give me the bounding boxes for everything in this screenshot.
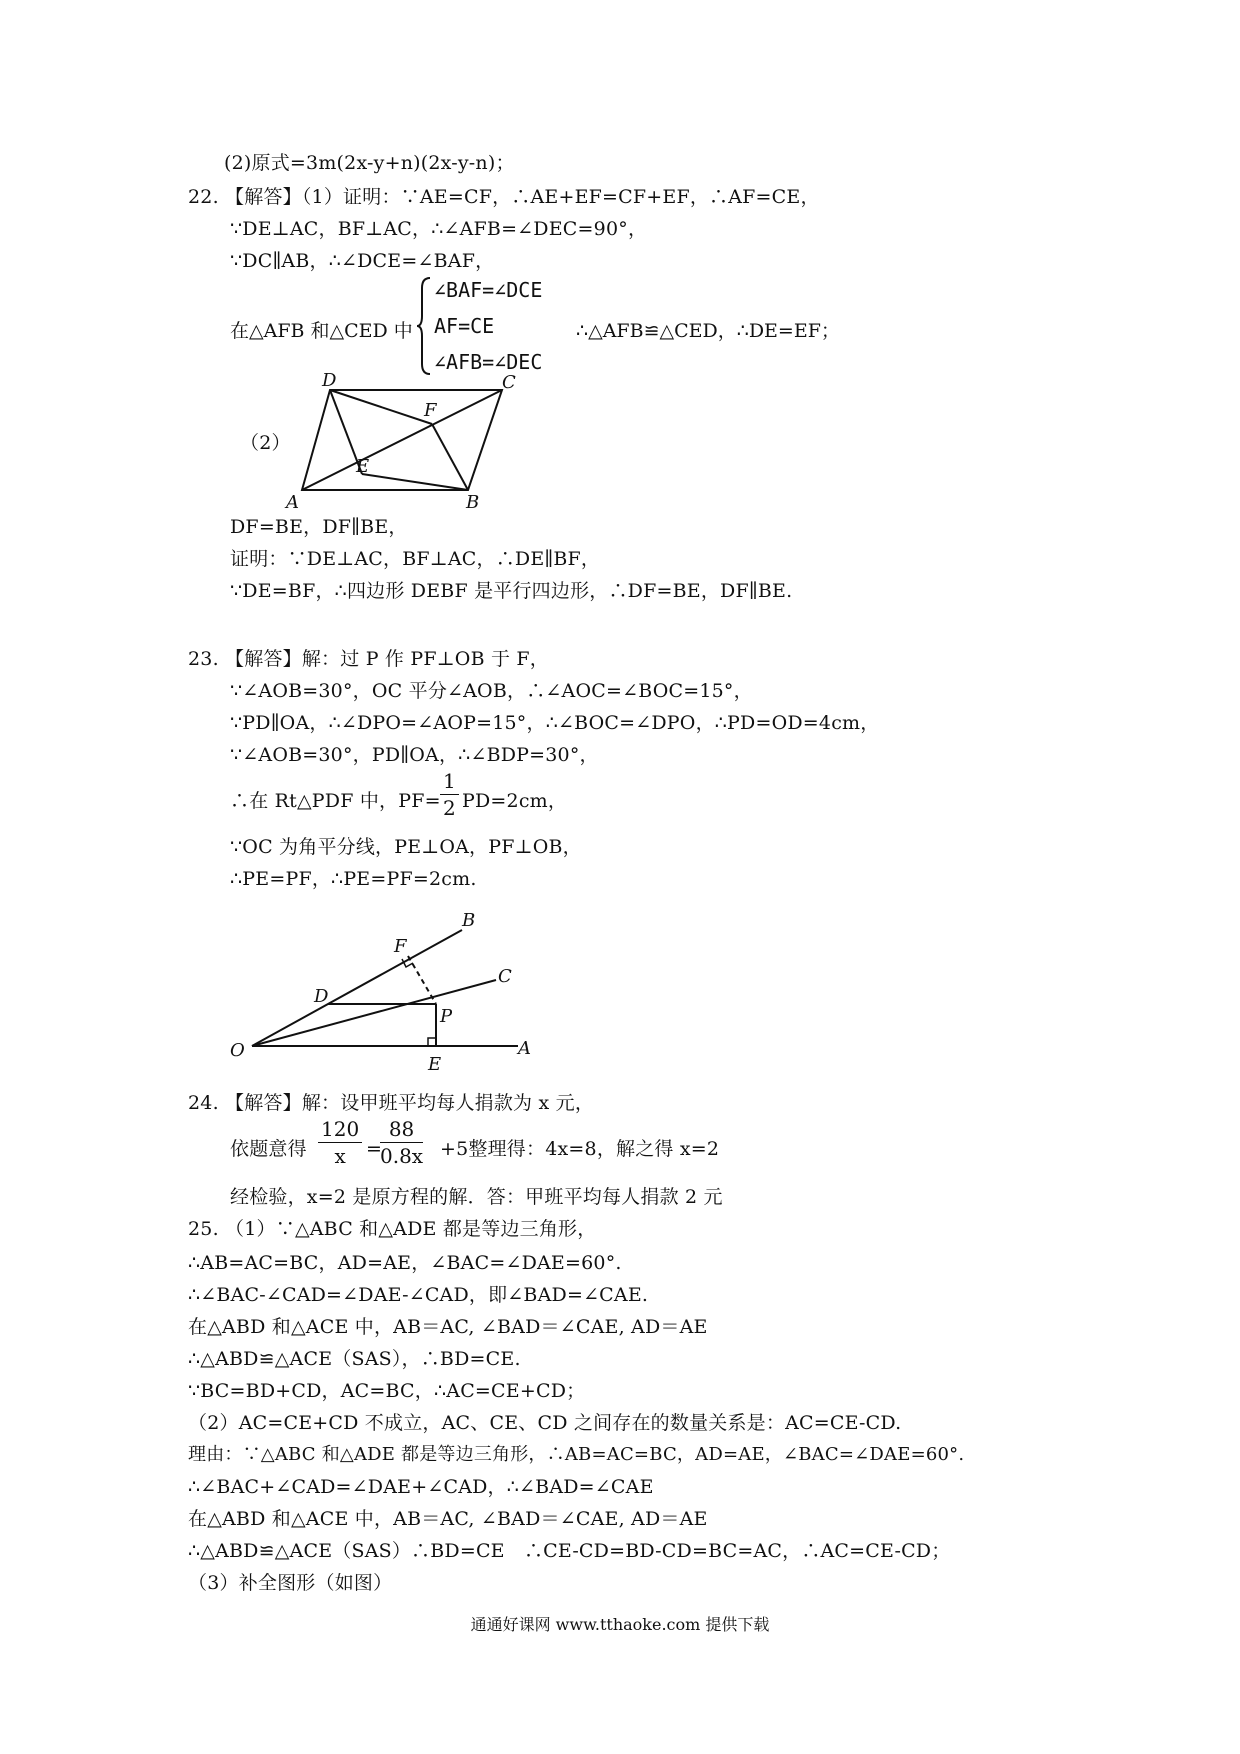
fraction-denominator: x (334, 1144, 346, 1168)
text-line: ∵∠AOB=30°，OC 平分∠AOB，∴∠AOC=∠BOC=15°， (230, 680, 753, 702)
fraction-numerator: 1 (440, 768, 459, 795)
fraction-denominator: 2 (443, 796, 456, 820)
text-line: ∵OC 为角平分线，PE⊥OA，PF⊥OB， (230, 836, 582, 858)
system-label: 在△AFB 和△CED 中 (230, 320, 413, 342)
text-line: 在△ABD 和△ACE 中，AB＝AC, ∠BAD＝∠CAE, AD＝AE (188, 1316, 708, 1338)
system-case-2: AF=CE (434, 314, 495, 338)
point-label-p: P (440, 1006, 453, 1027)
point-label-a: A (518, 1038, 531, 1059)
q24-heading: 24. 【解答】解：设甲班平均每人捐款为 x 元， (188, 1092, 595, 1114)
text-line: （2）AC=CE+CD 不成立，AC、CE、CD 之间存在的数量关系是：AC=CE-CD. (188, 1412, 902, 1434)
text-line: PD=2cm， (462, 790, 568, 812)
point-label-d: D (314, 986, 329, 1007)
point-label-c: C (502, 372, 516, 393)
text-line: 依题意得 (230, 1138, 307, 1160)
q22-heading: 22. 【解答】（1）证明：∵AE=CF，∴AE+EF=CF+EF，∴AF=CE， (188, 186, 820, 208)
fraction-one-half (440, 768, 459, 821)
text-line: ∴∠BAC-∠CAD=∠DAE-∠CAD，即∠BAD=∠CAE. (188, 1284, 649, 1306)
point-label-f: F (394, 936, 407, 957)
text-line: ∵PD∥OA，∴∠DPO=∠AOP=15°，∴∠BOC=∠DPO，∴PD=OD=4cm， (230, 712, 880, 734)
point-label-d: D (322, 372, 337, 391)
point-label-b: B (462, 910, 476, 931)
equals-sign: = (366, 1138, 383, 1160)
point-label-a: A (286, 492, 299, 512)
text-line: ∵DC∥AB，∴∠DCE=∠BAF， (230, 250, 495, 272)
fraction-denominator: 0.8x (380, 1144, 424, 1168)
text-line: ∵DE=BF，∴四边形 DEBF 是平行四边形，∴DF=BE，DF∥BE. (230, 580, 793, 602)
fraction-88-over-0.8x (380, 1116, 423, 1169)
fraction-numerator: 88 (380, 1116, 423, 1143)
fraction-120-over-x (318, 1116, 362, 1169)
text-line: ∴AB=AC=BC，AD=AE，∠BAC=∠DAE=60°. (188, 1252, 622, 1274)
text-line: ∴在 Rt△PDF 中，PF= (230, 790, 441, 812)
point-label-b: B (466, 492, 480, 512)
text-line: (2)原式=3m(2x-y+n)(2x-y-n)； (224, 152, 515, 174)
text-line: ∴△ABD≌△ACE（SAS），∴BD=CE. (188, 1348, 521, 1370)
left-brace-icon (416, 276, 432, 376)
text-line: 经检验，x=2 是原方程的解．答：甲班平均每人捐款 2 元 (230, 1186, 723, 1208)
text-line: ∴△ABD≌△ACE（SAS）∴BD=CE ∴CE-CD=BD-CD=BC=AC，∴AC=CE-CD； (188, 1540, 951, 1562)
text-line: ∴∠BAC+∠CAD=∠DAE+∠CAD，∴∠BAD=∠CAE (188, 1476, 654, 1498)
text-line: （3）补全图形（如图） (188, 1572, 393, 1594)
text-line: ∵∠AOB=30°，PD∥OA，∴∠BDP=30°， (230, 744, 599, 766)
text-line: ∴PE=PF，∴PE=PF=2cm. (230, 868, 477, 890)
page-footer: 通通好课网 www.tthaoke.com 提供下载 (470, 1615, 770, 1634)
angle-bisector-figure (222, 906, 542, 1076)
point-label-f: F (424, 400, 437, 421)
system-case-1: ∠BAF=∠DCE (434, 278, 543, 302)
fraction-numerator: 120 (318, 1116, 362, 1143)
text-line: 证明：∵DE⊥AC，BF⊥AC，∴DE∥BF， (230, 548, 601, 570)
q25-heading: 25. （1）∵△ABC 和△ADE 都是等边三角形， (188, 1218, 597, 1240)
system-conclusion: ∴△AFB≌△CED，∴DE=EF； (576, 320, 840, 342)
text-line: ∵BC=BD+CD，AC=BC，∴AC=CE+CD； (188, 1380, 586, 1402)
point-label-o: O (230, 1040, 245, 1061)
equation-system-22 (230, 274, 850, 384)
point-label-c: C (498, 966, 512, 987)
text-line: +5整理得：4x=8，解之得 x=2 (440, 1138, 720, 1160)
parallelogram-figure (280, 372, 520, 512)
system-case-3: ∠AFB=∠DEC (434, 350, 543, 374)
text-line: DF=BE，DF∥BE， (230, 516, 408, 538)
q23-heading: 23. 【解答】解：过 P 作 PF⊥OB 于 F， (188, 648, 549, 670)
text-line: ∵DE⊥AC，BF⊥AC，∴∠AFB=∠DEC=90°， (230, 218, 648, 240)
part-label: （2） (240, 432, 291, 454)
point-label-e: E (356, 456, 370, 477)
text-line: 在△ABD 和△ACE 中，AB＝AC, ∠BAD＝∠CAE, AD＝AE (188, 1508, 708, 1530)
text-line: 理由：∵△ABC 和△ADE 都是等边三角形，∴AB=AC=BC，AD=AE，∠BAC=∠DAE=60°. (188, 1444, 965, 1465)
point-label-e: E (428, 1054, 442, 1075)
